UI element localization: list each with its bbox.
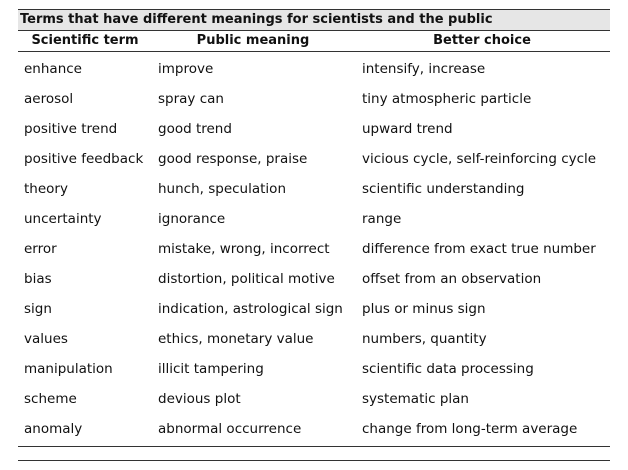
bottom-divider xyxy=(18,460,610,461)
table-row xyxy=(18,264,610,294)
scientific-term-cell: sign xyxy=(24,301,52,317)
better-choice-cell: plus or minus sign xyxy=(362,301,486,317)
table-title: Terms that have different meanings for scientists and the public xyxy=(18,9,610,31)
better-choice-cell: difference from exact true number xyxy=(362,241,596,257)
better-choice-cell: tiny atmospheric particle xyxy=(362,91,532,107)
header-scientific-term: Scientific term xyxy=(31,33,139,48)
table-row xyxy=(18,54,610,84)
header-public-meaning: Public meaning xyxy=(196,33,310,48)
better-choice-cell: offset from an observation xyxy=(362,271,542,287)
better-choice-cell: range xyxy=(362,211,402,227)
scientific-term-cell: uncertainty xyxy=(24,211,102,227)
scientific-term-cell: error xyxy=(24,241,57,257)
table-row xyxy=(18,204,610,234)
better-choice-cell: change from long-term average xyxy=(362,421,578,437)
public-meaning-cell: good response, praise xyxy=(158,151,308,167)
scientific-term-cell: enhance xyxy=(24,61,82,77)
table-row xyxy=(18,84,610,114)
terms-table xyxy=(18,9,610,447)
table-row xyxy=(18,294,610,324)
scientific-term-cell: positive feedback xyxy=(24,151,144,167)
table-row xyxy=(18,354,610,384)
table-row xyxy=(18,234,610,264)
public-meaning-cell: illicit tampering xyxy=(158,361,264,377)
better-choice-cell: systematic plan xyxy=(362,391,469,407)
table-row xyxy=(18,324,610,354)
better-choice-cell: vicious cycle, self-reinforcing cycle xyxy=(362,151,597,167)
public-meaning-cell: distortion, political motive xyxy=(158,271,335,287)
public-meaning-cell: abnormal occurrence xyxy=(158,421,302,437)
public-meaning-cell: indication, astrological sign xyxy=(158,301,343,317)
table-row xyxy=(18,144,610,174)
public-meaning-cell: ethics, monetary value xyxy=(158,331,314,347)
public-meaning-cell: spray can xyxy=(158,91,224,107)
table-body xyxy=(18,52,610,447)
table-row xyxy=(18,114,610,144)
table-header-row xyxy=(18,31,610,52)
better-choice-cell: intensify, increase xyxy=(362,61,486,77)
public-meaning-cell: devious plot xyxy=(158,391,241,407)
scientific-term-cell: positive trend xyxy=(24,121,118,137)
public-meaning-cell: good trend xyxy=(158,121,232,137)
table-row xyxy=(18,414,610,444)
table-row xyxy=(18,384,610,414)
better-choice-cell: scientific understanding xyxy=(362,181,525,197)
public-meaning-cell: hunch, speculation xyxy=(158,181,286,197)
scientific-term-cell: scheme xyxy=(24,391,77,407)
scientific-term-cell: values xyxy=(24,331,68,347)
header-better-choice: Better choice xyxy=(433,33,531,48)
scientific-term-cell: aerosol xyxy=(24,91,74,107)
better-choice-cell: scientific data processing xyxy=(362,361,534,377)
scientific-term-cell: bias xyxy=(24,271,52,287)
scientific-term-cell: manipulation xyxy=(24,361,113,377)
table-row xyxy=(18,174,610,204)
public-meaning-cell: ignorance xyxy=(158,211,226,227)
scientific-term-cell: theory xyxy=(24,181,68,197)
public-meaning-cell: improve xyxy=(158,61,214,77)
better-choice-cell: numbers, quantity xyxy=(362,331,487,347)
better-choice-cell: upward trend xyxy=(362,121,453,137)
scientific-term-cell: anomaly xyxy=(24,421,83,437)
public-meaning-cell: mistake, wrong, incorrect xyxy=(158,241,330,257)
